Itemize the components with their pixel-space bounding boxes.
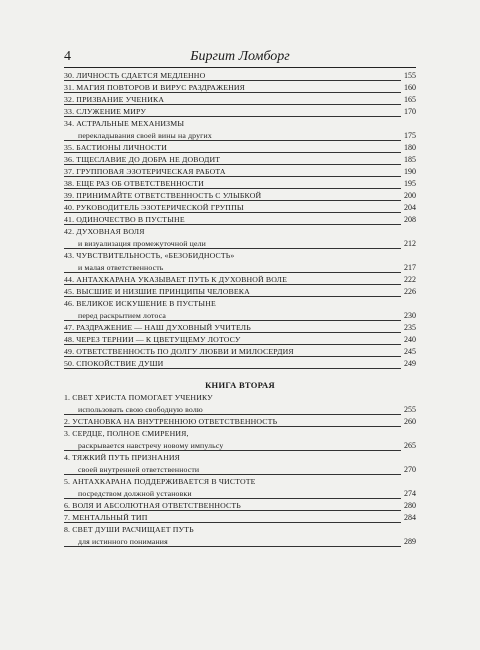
toc-entry-continuation bbox=[64, 310, 416, 322]
toc-entry-title: 49. ОТВЕТСТВЕННОСТЬ ПО ДОЛГУ ЛЮБВИ И МИЛОСЕРДИЯ bbox=[64, 347, 294, 356]
toc-page-number: 170 bbox=[404, 107, 416, 116]
toc-page-number: 190 bbox=[404, 167, 416, 176]
toc-entry-subtitle: использовать свою свободную волю bbox=[78, 405, 203, 414]
toc-page-number: 217 bbox=[404, 263, 416, 272]
toc-entry-title: 46. ВЕЛИКОЕ ИСКУШЕНИЕ В ПУСТЫНЕ bbox=[64, 299, 216, 308]
toc-entry-title: 36. ТЩЕСЛАВИЕ ДО ДОБРА НЕ ДОВОДИТ bbox=[64, 155, 221, 164]
toc-entry-title: 50. СПОКОЙСТВИЕ ДУШИ bbox=[64, 359, 164, 368]
toc-page-number: 240 bbox=[404, 335, 416, 344]
toc-entry bbox=[64, 322, 416, 334]
toc-entry-subtitle: для истинного понимания bbox=[78, 537, 168, 546]
toc-page-number: 165 bbox=[404, 95, 416, 104]
toc-entry-title: 2. УСТАНОВКА НА ВНУТРЕННЮЮ ОТВЕТСТВЕННОСТЬ bbox=[64, 417, 278, 426]
toc-entry-title: 47. РАЗДРАЖЕНИЕ — НАШ ДУХОВНЫЙ УЧИТЕЛЬ bbox=[64, 323, 251, 332]
toc-entry bbox=[64, 106, 416, 118]
toc-entry bbox=[64, 250, 416, 262]
toc-entry bbox=[64, 118, 416, 130]
toc-entry-title: 42. ДУХОВНАЯ ВОЛЯ bbox=[64, 227, 145, 236]
toc-page-number: 265 bbox=[404, 441, 416, 450]
toc-part-two bbox=[64, 392, 416, 548]
toc-entry bbox=[64, 392, 416, 404]
toc-entry-subtitle: посредством должной установки bbox=[78, 489, 192, 498]
toc-page-number: 195 bbox=[404, 179, 416, 188]
toc-entry bbox=[64, 94, 416, 106]
toc-entry bbox=[64, 286, 416, 298]
toc-entry-title: 30. ЛИЧНОСТЬ СДАЕТСЯ МЕДЛЕННО bbox=[64, 71, 206, 80]
toc-page-number: 274 bbox=[404, 489, 416, 498]
toc-entry-title: 33. СЛУЖЕНИЕ МИРУ bbox=[64, 107, 147, 116]
toc-page-number: 208 bbox=[404, 215, 416, 224]
toc-entry-title: 44. АНТАХКАРАНА УКАЗЫВАЕТ ПУТЬ К ДУХОВНОЙ ВОЛЕ bbox=[64, 275, 288, 284]
toc-page-number: 175 bbox=[404, 131, 416, 140]
toc-page-number: 255 bbox=[404, 405, 416, 414]
toc-entry-subtitle: и малая ответственность bbox=[78, 263, 164, 272]
toc-entry-title: 41. ОДИНОЧЕСТВО В ПУСТЫНЕ bbox=[64, 215, 185, 224]
toc-entry-title: 35. БАСТИОНЫ ЛИЧНОСТИ bbox=[64, 143, 168, 152]
toc-entry-title: 39. ПРИНИМАЙТЕ ОТВЕТСТВЕННОСТЬ С УЛЫБКОЙ bbox=[64, 191, 262, 200]
toc-page-number: 180 bbox=[404, 143, 416, 152]
toc-entry-continuation bbox=[64, 404, 416, 416]
toc-entry-title: 4. ТЯЖКИЙ ПУТЬ ПРИЗНАНИЯ bbox=[64, 453, 181, 462]
toc-entry bbox=[64, 190, 416, 202]
toc-entry-continuation bbox=[64, 536, 416, 548]
running-title: Биргит Ломборг bbox=[190, 49, 290, 64]
toc-entry bbox=[64, 298, 416, 310]
toc-page-number: 222 bbox=[404, 275, 416, 284]
toc-page-number: 289 bbox=[404, 537, 416, 546]
toc-entry bbox=[64, 334, 416, 346]
toc-entry bbox=[64, 142, 416, 154]
toc-entry-title: 48. ЧЕРЕЗ ТЕРНИИ — К ЦВЕТУЩЕМУ ЛОТОСУ bbox=[64, 335, 241, 344]
toc-entry-subtitle: своей внутренней ответственности bbox=[78, 465, 200, 474]
toc-entry-title: 7. МЕНТАЛЬНЫЙ ТИП bbox=[64, 513, 148, 522]
toc-entry-subtitle: перед раскрытием лотоса bbox=[78, 311, 167, 320]
toc-entry bbox=[64, 524, 416, 536]
toc-entry bbox=[64, 428, 416, 440]
toc-entry-title: 8. СВЕТ ДУШИ РАСЧИЩАЕТ ПУТЬ bbox=[64, 525, 194, 534]
section-title: КНИГА ВТОРАЯ bbox=[205, 380, 275, 390]
toc-entry-title: 37. ГРУППОВАЯ ЭЗОТЕРИЧЕСКАЯ РАБОТА bbox=[64, 167, 226, 176]
toc-entry-title: 5. АНТАХКАРАНА ПОДДЕРЖИВАЕТСЯ В ЧИСТОТЕ bbox=[64, 477, 256, 486]
toc-entry-title: 38. ЕЩЕ РАЗ ОБ ОТВЕТСТВЕННОСТИ bbox=[64, 179, 204, 188]
toc-entry-title: 40. РУКОВОДИТЕЛЬ ЭЗОТЕРИЧЕСКОЙ ГРУППЫ bbox=[64, 203, 244, 212]
toc-entry bbox=[64, 274, 416, 286]
toc-entry-title: 3. СЕРДЦЕ, ПОЛНОЕ СМИРЕНИЯ, bbox=[64, 429, 189, 438]
toc-entry-subtitle: раскрывается навстречу новому импульсу bbox=[78, 441, 224, 450]
toc-entry bbox=[64, 82, 416, 94]
toc-entry-continuation bbox=[64, 440, 416, 452]
toc-entry-title: 34. АСТРАЛЬНЫЕ МЕХАНИЗМЫ bbox=[64, 119, 185, 128]
toc-entry-title: 6. ВОЛЯ И АБСОЛЮТНАЯ ОТВЕТСТВЕННОСТЬ bbox=[64, 501, 241, 510]
toc-entry-subtitle: перекладывания своей вины на других bbox=[78, 131, 212, 140]
toc-entry bbox=[64, 202, 416, 214]
toc-page-number: 212 bbox=[404, 239, 416, 248]
toc-entry-title: 31. МАГИЯ ПОВТОРОВ И ВИРУС РАЗДРАЖЕНИЯ bbox=[64, 83, 246, 92]
toc-entry-title: 1. СВЕТ ХРИСТА ПОМОГАЕТ УЧЕНИКУ bbox=[64, 393, 213, 402]
toc-page-number: 200 bbox=[404, 191, 416, 200]
toc-page-number: 235 bbox=[404, 323, 416, 332]
toc-entry bbox=[64, 154, 416, 166]
toc-entry bbox=[64, 214, 416, 226]
toc-page-number: 155 bbox=[404, 71, 416, 80]
toc-entry-title: 32. ПРИЗВАНИЕ УЧЕНИКА bbox=[64, 95, 165, 104]
toc-entry-title: 43. ЧУВСТВИТЕЛЬНОСТЬ, «БЕЗОБИДНОСТЬ» bbox=[64, 251, 235, 260]
toc-page-number: 270 bbox=[404, 465, 416, 474]
toc-entry-continuation bbox=[64, 238, 416, 250]
toc-entry bbox=[64, 70, 416, 82]
toc-entry bbox=[64, 358, 416, 370]
toc-entry bbox=[64, 500, 416, 512]
toc-page-number: 249 bbox=[404, 359, 416, 368]
toc-entry-continuation bbox=[64, 262, 416, 274]
toc-entry-subtitle: и визуализация промежуточной цели bbox=[78, 239, 206, 248]
page-number: 4 bbox=[64, 49, 71, 64]
toc-entry bbox=[64, 476, 416, 488]
toc-part-one bbox=[64, 70, 416, 370]
toc-page-number: 260 bbox=[404, 417, 416, 426]
toc-entry-title: 45. ВЫСШИЕ И НИЗШИЕ ПРИНЦИПЫ ЧЕЛОВЕКА bbox=[64, 287, 250, 296]
toc-page-number: 245 bbox=[404, 347, 416, 356]
toc-entry bbox=[64, 226, 416, 238]
toc-page-number: 185 bbox=[404, 155, 416, 164]
page-header bbox=[64, 49, 416, 68]
toc-entry bbox=[64, 346, 416, 358]
toc-entry bbox=[64, 416, 416, 428]
toc-page-number: 284 bbox=[404, 513, 416, 522]
toc-page-number: 204 bbox=[404, 203, 416, 212]
toc-page-number: 226 bbox=[404, 287, 416, 296]
toc-page-number: 230 bbox=[404, 311, 416, 320]
toc-page-number: 160 bbox=[404, 83, 416, 92]
toc-entry-continuation bbox=[64, 488, 416, 500]
toc-entry-continuation bbox=[64, 464, 416, 476]
table-of-contents bbox=[64, 70, 416, 548]
toc-entry bbox=[64, 166, 416, 178]
toc-entry bbox=[64, 452, 416, 464]
toc-entry bbox=[64, 178, 416, 190]
toc-entry bbox=[64, 512, 416, 524]
toc-page-number: 280 bbox=[404, 501, 416, 510]
toc-entry-continuation bbox=[64, 130, 416, 142]
